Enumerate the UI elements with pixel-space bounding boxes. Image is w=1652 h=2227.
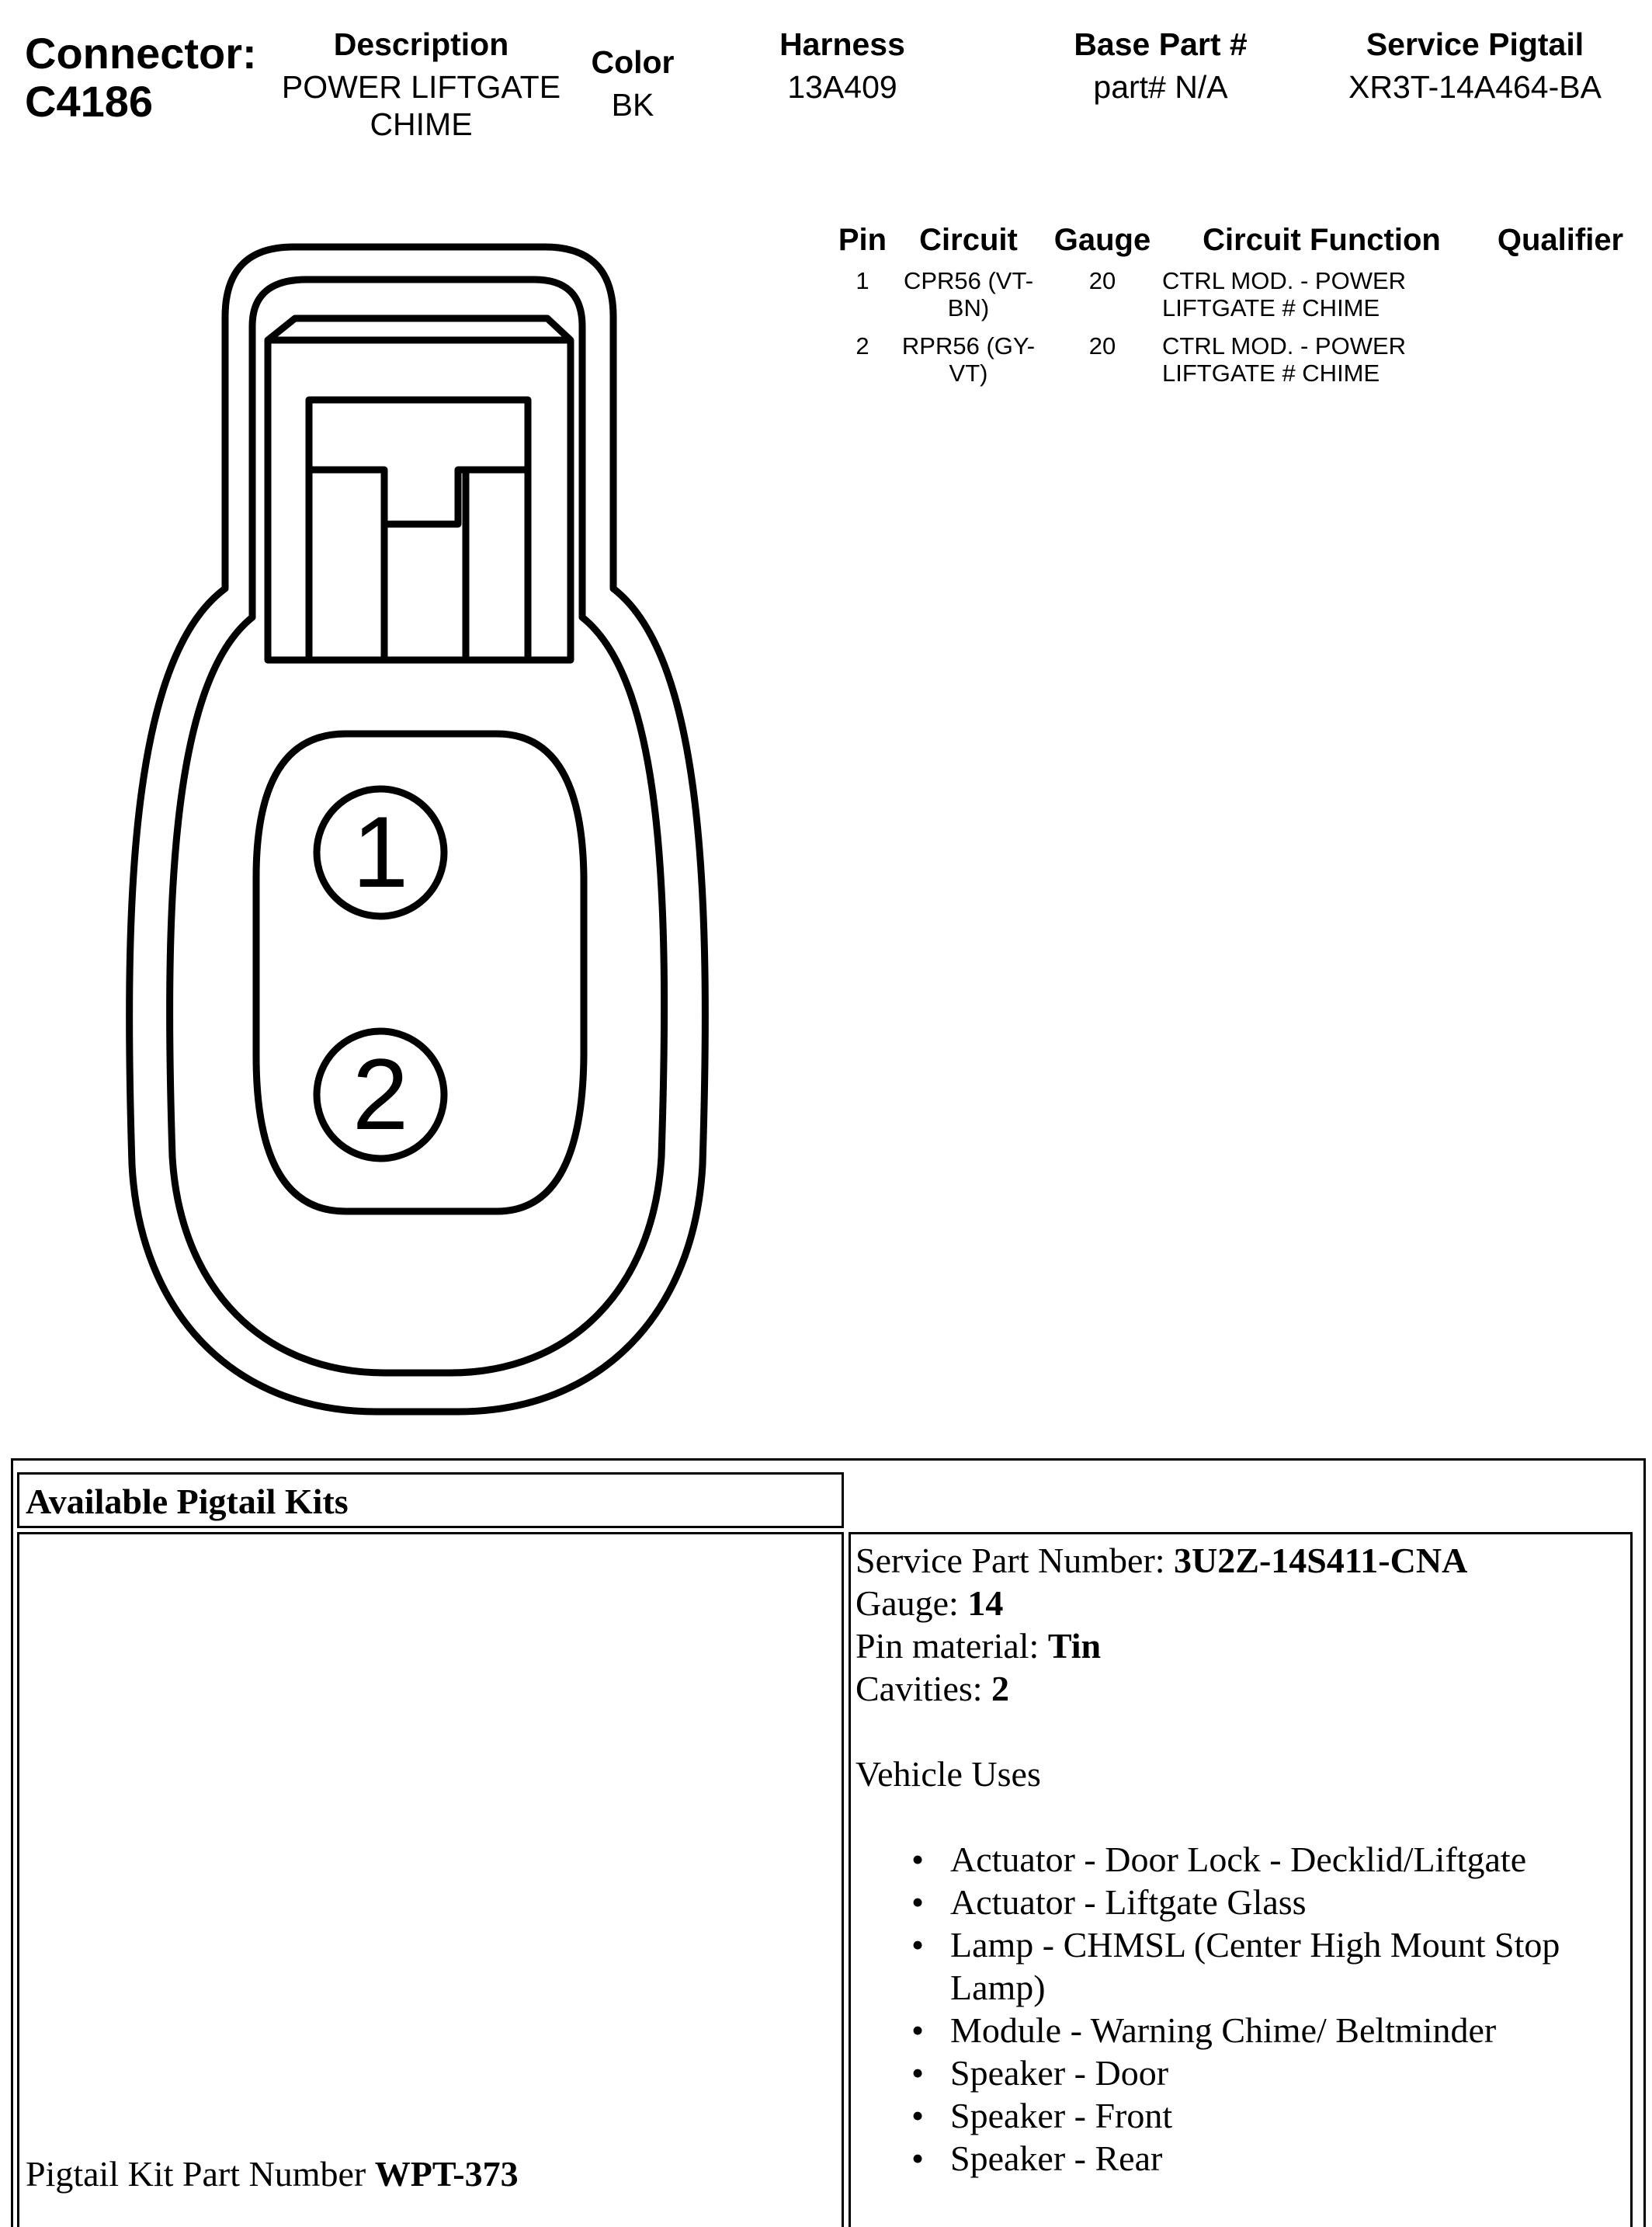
pigtail-title: Available Pigtail Kits xyxy=(26,1482,349,1521)
circuit-function-cell xyxy=(1162,267,1473,321)
circuit-line-2: VT) xyxy=(949,360,988,387)
vehicle-use-text: Module - Warning Chime/ Beltminder xyxy=(950,2010,1497,2050)
base-part-header: Base Part # xyxy=(1074,26,1248,62)
circuit-line-1: RPR56 (GY- xyxy=(901,332,1036,360)
service-part-details xyxy=(856,1539,1624,2180)
description-line-1: POWER LIFTGATE xyxy=(281,69,561,105)
pin-material-line xyxy=(856,1624,1624,1667)
color-header: Color xyxy=(591,44,675,80)
service-pigtail-value: XR3T-14A464-BA xyxy=(1348,69,1602,105)
vehicle-use-text: Speaker - Rear xyxy=(950,2138,1163,2178)
pin-2-label: 2 xyxy=(352,1037,409,1151)
list-item xyxy=(911,2009,1624,2052)
pigtail-kit-cell xyxy=(17,1532,844,2227)
bullet-icon: • xyxy=(911,1840,925,1879)
pin-material-label: Pin material: xyxy=(856,1626,1048,1666)
list-item xyxy=(911,2052,1624,2094)
gauge-cell: 20 xyxy=(1088,267,1116,294)
cavities-value: 2 xyxy=(991,1669,1010,1708)
gauge-value: 14 xyxy=(967,1583,1004,1623)
bullet-icon: • xyxy=(911,2138,925,2178)
vehicle-use-text: Actuator - Liftgate Glass xyxy=(950,1882,1307,1922)
circuit-line-1: CPR56 (VT- xyxy=(903,267,1034,294)
list-item xyxy=(911,1923,1624,2009)
circuit-function-col-header: Circuit Function xyxy=(1203,223,1441,257)
service-part-value: 3U2Z-14S411-CNA xyxy=(1174,1541,1468,1580)
gauge-col-header: Gauge xyxy=(1053,223,1151,257)
description-line-2: CHIME xyxy=(370,106,473,142)
pigtail-title-cell xyxy=(17,1472,844,1528)
function-line-1: CTRL MOD. - POWER xyxy=(1162,267,1407,294)
circuit-cell xyxy=(893,332,1044,387)
service-pigtail-column xyxy=(1312,25,1638,106)
cavities-label: Cavities: xyxy=(856,1669,992,1708)
vehicle-use-text: Speaker - Front xyxy=(950,2096,1173,2135)
base-part-column xyxy=(1036,25,1285,106)
vehicle-use-text: Speaker - Door xyxy=(950,2053,1169,2093)
pigtail-kit-number: WPT-373 xyxy=(374,2154,519,2194)
list-item xyxy=(911,1881,1624,1923)
vehicle-use-text-continued: Lamp) xyxy=(950,1968,1046,2007)
pin-material-value: Tin xyxy=(1047,1626,1102,1666)
vehicle-uses-label: Vehicle Uses xyxy=(856,1754,1041,1794)
function-line-1: CTRL MOD. - POWER xyxy=(1162,332,1407,360)
base-part-value: part# N/A xyxy=(1093,69,1228,105)
circuit-col-header: Circuit xyxy=(919,223,1018,257)
pigtail-kit-line xyxy=(26,2152,519,2195)
pigtail-kit-label: Pigtail Kit Part Number xyxy=(26,2154,375,2194)
list-item xyxy=(911,1838,1624,1881)
gauge-cell: 20 xyxy=(1088,332,1116,360)
gauge-label: Gauge: xyxy=(856,1583,968,1623)
cavities-line xyxy=(856,1667,1624,1710)
description-header: Description xyxy=(333,26,509,62)
circuit-function-cell xyxy=(1162,332,1473,387)
list-item xyxy=(911,2137,1624,2180)
connector-face-diagram xyxy=(0,0,776,1444)
list-item xyxy=(911,2094,1624,2137)
harness-value: 13A409 xyxy=(787,69,897,105)
vehicle-use-text: Actuator - Door Lock - Decklid/Liftgate xyxy=(950,1840,1527,1879)
pin-1-label: 1 xyxy=(352,795,409,909)
function-line-2: LIFTGATE # CHIME xyxy=(1162,360,1380,387)
circuit-cell xyxy=(893,267,1044,321)
vehicle-use-text: Lamp - CHMSL (Center High Mount Stop xyxy=(950,1925,1560,1965)
bullet-icon: • xyxy=(911,1882,925,1922)
service-part-cell xyxy=(849,1532,1633,2227)
bullet-icon: • xyxy=(911,2010,925,2050)
service-part-label: Service Part Number: xyxy=(856,1541,1175,1580)
vehicle-uses-list xyxy=(856,1838,1624,2180)
bullet-icon: • xyxy=(911,2096,925,2135)
color-value: BK xyxy=(611,87,654,123)
circuit-line-2: BN) xyxy=(947,294,990,321)
pin-cell: 1 xyxy=(856,267,869,294)
gauge-line xyxy=(856,1582,1624,1624)
function-line-2: LIFTGATE # CHIME xyxy=(1162,294,1380,321)
pin-cell: 2 xyxy=(856,332,869,360)
connector-id: C4186 xyxy=(25,77,154,126)
connector-outer-shell xyxy=(130,247,706,1412)
qualifier-col-header: Qualifier xyxy=(1497,223,1624,257)
service-part-line xyxy=(856,1539,1624,1582)
latch-inner xyxy=(309,400,528,660)
service-pigtail-header: Service Pigtail xyxy=(1366,26,1584,62)
latch-tab xyxy=(309,470,528,524)
connector-label: Connector: xyxy=(25,29,257,78)
bullet-icon: • xyxy=(911,2053,925,2093)
pin-col-header: Pin xyxy=(838,223,887,257)
harness-header: Harness xyxy=(779,26,905,62)
bullet-icon: • xyxy=(911,1925,925,1965)
